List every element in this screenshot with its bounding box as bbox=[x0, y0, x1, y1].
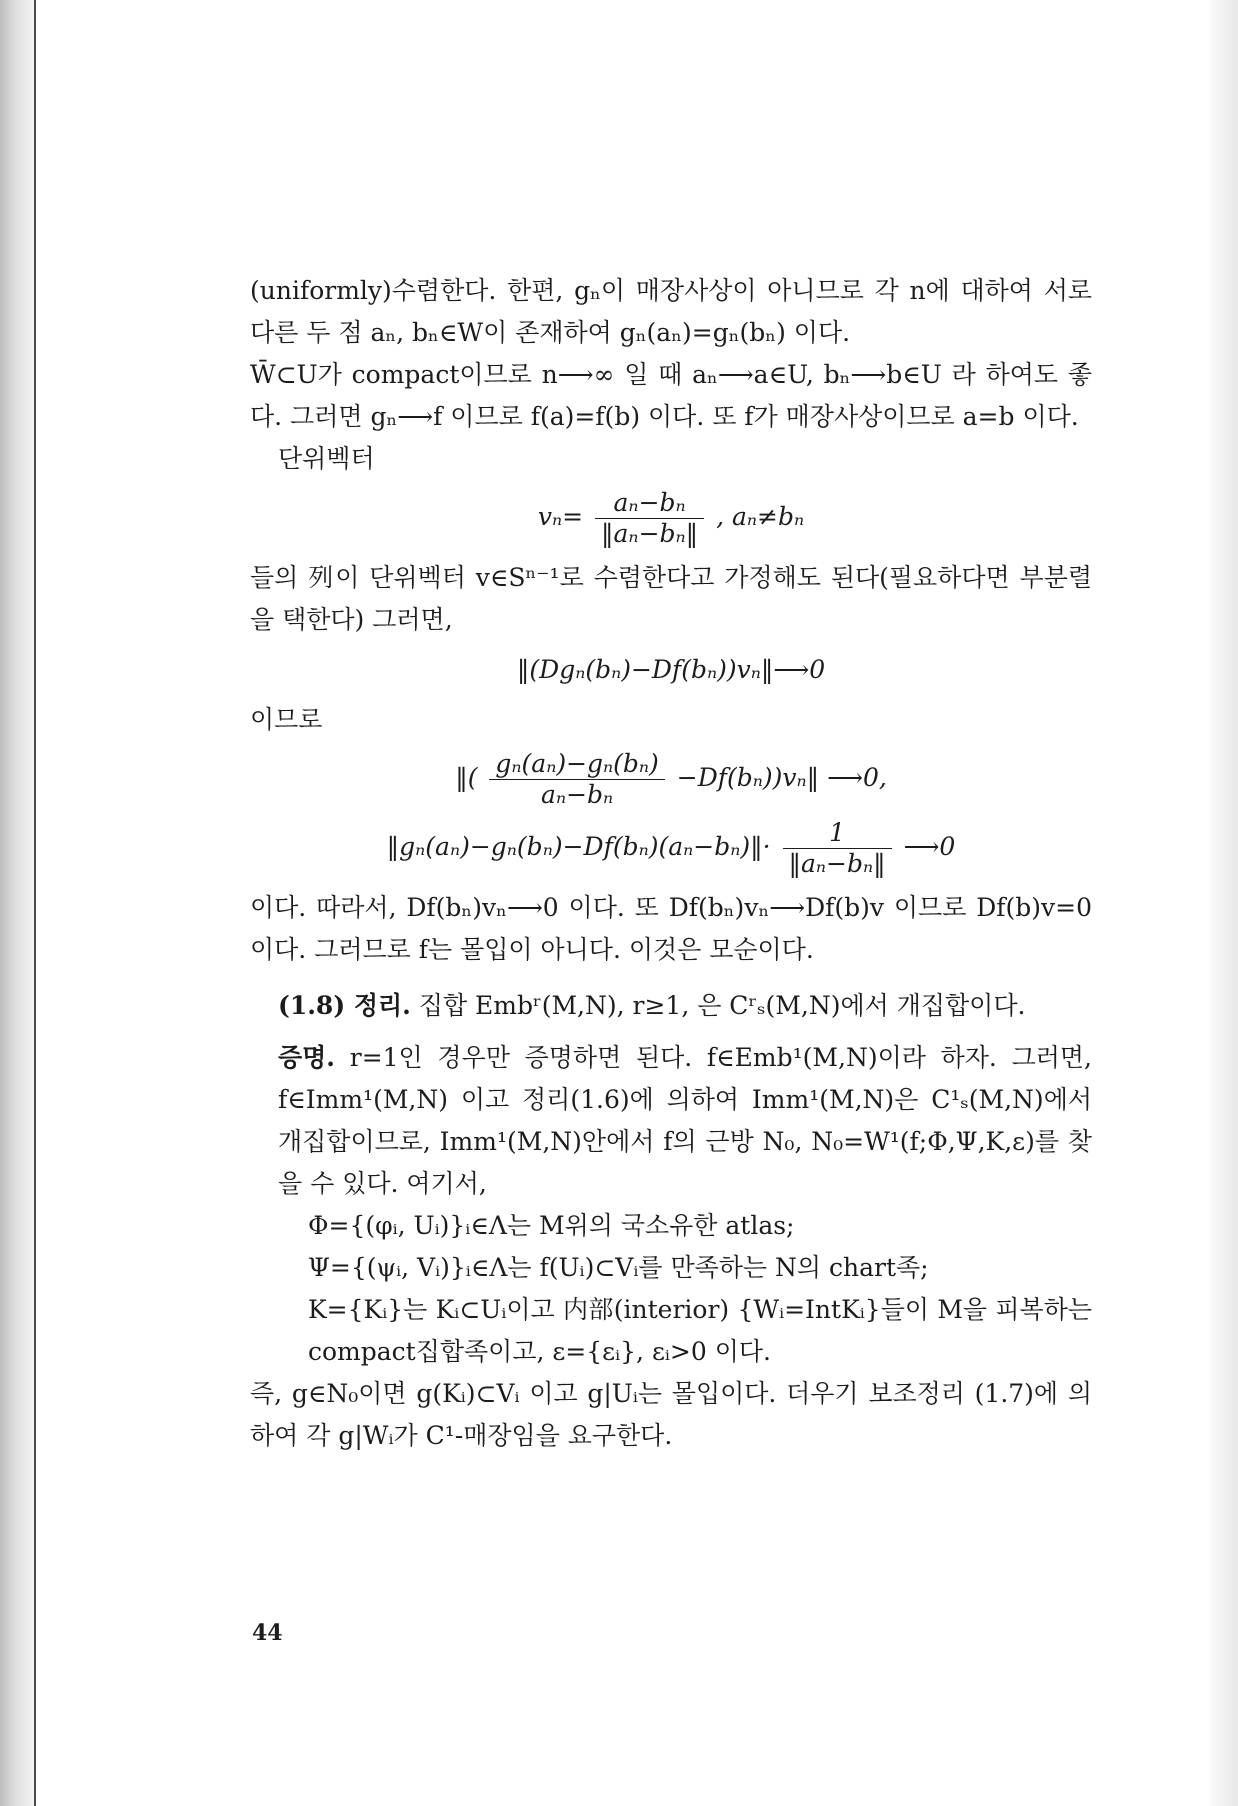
paragraph-1a: (uniformly)수렴한다. 한편, gₙ이 매장사상이 아니므로 각 n에 대하여 서로 다른 두 점 aₙ, bₙ∈W이 존재하여 gₙ(aₙ)=gₙ(bₙ) 이다. bbox=[250, 276, 1092, 347]
proof-text: r=1인 경우만 증명하면 된다. f∈Emb¹(M,N)이라 하자. 그러면, f∈Imm¹(M,N) 이고 정리(1.6)에 의하여 Imm¹(M,N)은 C¹ₛ(M,N)에서 개집합이므로, Imm¹(M,N)안에서 f의 근방 N₀, N₀=W¹(f;Φ,Ψ,K,ε)를 찾을 수 있다. 여기서, bbox=[278, 1043, 1092, 1198]
list-item-psi: Ψ={(ψᵢ, Vᵢ)}ᵢ∈Λ는 f(Uᵢ)⊂Vᵢ를 만족하는 N의 chart족; bbox=[308, 1253, 929, 1282]
fraction-numerator: gₙ(aₙ)−gₙ(bₙ) bbox=[489, 749, 664, 780]
fraction bbox=[783, 818, 892, 879]
fraction-numerator: aₙ−bₙ bbox=[595, 488, 704, 519]
paragraph-2: 들의 列이 단위벡터 v∈Sⁿ⁻¹로 수렴한다고 가정해도 된다(필요하다면 부분렬을 택한다) 그러면, bbox=[250, 563, 1092, 634]
fraction bbox=[595, 488, 704, 549]
therefore-text: 이므로 bbox=[250, 705, 323, 734]
equation-unit-vector bbox=[250, 488, 1092, 549]
theorem-1-8 bbox=[250, 985, 1092, 1027]
list-item-phi: Φ={(φᵢ, Uᵢ)}ᵢ∈Λ는 M위의 국소유한 atlas; bbox=[308, 1211, 795, 1240]
fraction-denominator: ‖aₙ−bₙ‖ bbox=[601, 519, 699, 548]
equation-limit-3 bbox=[250, 818, 1092, 879]
theorem-text: 집합 Embʳ(M,N), r≥1, 은 Cʳₛ(M,N)에서 개집합이다. bbox=[418, 991, 1026, 1020]
theorem-label: (1.8) 정리. bbox=[278, 991, 411, 1020]
paragraph-4: 즉, g∈N₀이면 g(Kᵢ)⊂Vᵢ 이고 g|Uᵢ는 몰입이다. 더우기 보조정리 (1.7)에 의하여 각 g|Wᵢ가 C¹-매장임을 요구한다. bbox=[250, 1379, 1092, 1450]
book-spine-shadow bbox=[0, 0, 34, 1806]
unit-vector-label: 단위벡터 bbox=[278, 444, 375, 473]
page-number: 44 bbox=[252, 1620, 283, 1646]
equation-right: ⟶0 bbox=[903, 832, 956, 861]
paragraph-1b: W̄⊂U가 compact이므로 n⟶∞ 일 때 aₙ⟶a∈U, bₙ⟶b∈U 라 하여도 좋다. 그러면 gₙ⟶f 이므로 f(a)=f(b) 이다. 또 f가 매장사상이므로 a=b 이다. bbox=[250, 360, 1092, 431]
list-item-k: K={Kᵢ}는 Kᵢ⊂Uᵢ이고 内部(interior) {Wᵢ=IntKᵢ}들이 M을 피복하는 compact집합족이고, ε={εᵢ}, εᵢ>0 이다. bbox=[308, 1295, 1092, 1366]
book-spine-line bbox=[34, 0, 36, 1806]
fraction-denominator: aₙ−bₙ bbox=[541, 780, 614, 809]
fraction bbox=[489, 749, 664, 810]
equation-lhs: vₙ= bbox=[537, 502, 584, 531]
page-body bbox=[250, 270, 1092, 1457]
fraction-denominator: ‖aₙ−bₙ‖ bbox=[788, 849, 886, 878]
equation-limit-2 bbox=[250, 749, 1092, 810]
equation-right: −Df(bₙ))vₙ‖ ⟶0, bbox=[676, 763, 887, 792]
equation-left: ‖( bbox=[455, 763, 478, 792]
proof bbox=[250, 1037, 1092, 1205]
paragraph-3: 이다. 따라서, Df(bₙ)vₙ⟶0 이다. 또 Df(bₙ)vₙ⟶Df(b)v 이므로 Df(b)v=0 이다. 그러므로 f는 몰입이 아니다. 이것은 모순이다. bbox=[250, 893, 1092, 964]
equation-rhs: , aₙ≠bₙ bbox=[716, 502, 805, 531]
fraction-numerator: 1 bbox=[783, 818, 892, 849]
equation-left: ‖gₙ(aₙ)−gₙ(bₙ)−Df(bₙ)(aₙ−bₙ)‖· bbox=[386, 832, 771, 861]
equation-limit-1: ‖(Dgₙ(bₙ)−Df(bₙ))vₙ‖⟶0 bbox=[516, 655, 826, 684]
proof-label: 증명. bbox=[278, 1043, 336, 1072]
page-edge-shadow bbox=[1210, 0, 1238, 1806]
